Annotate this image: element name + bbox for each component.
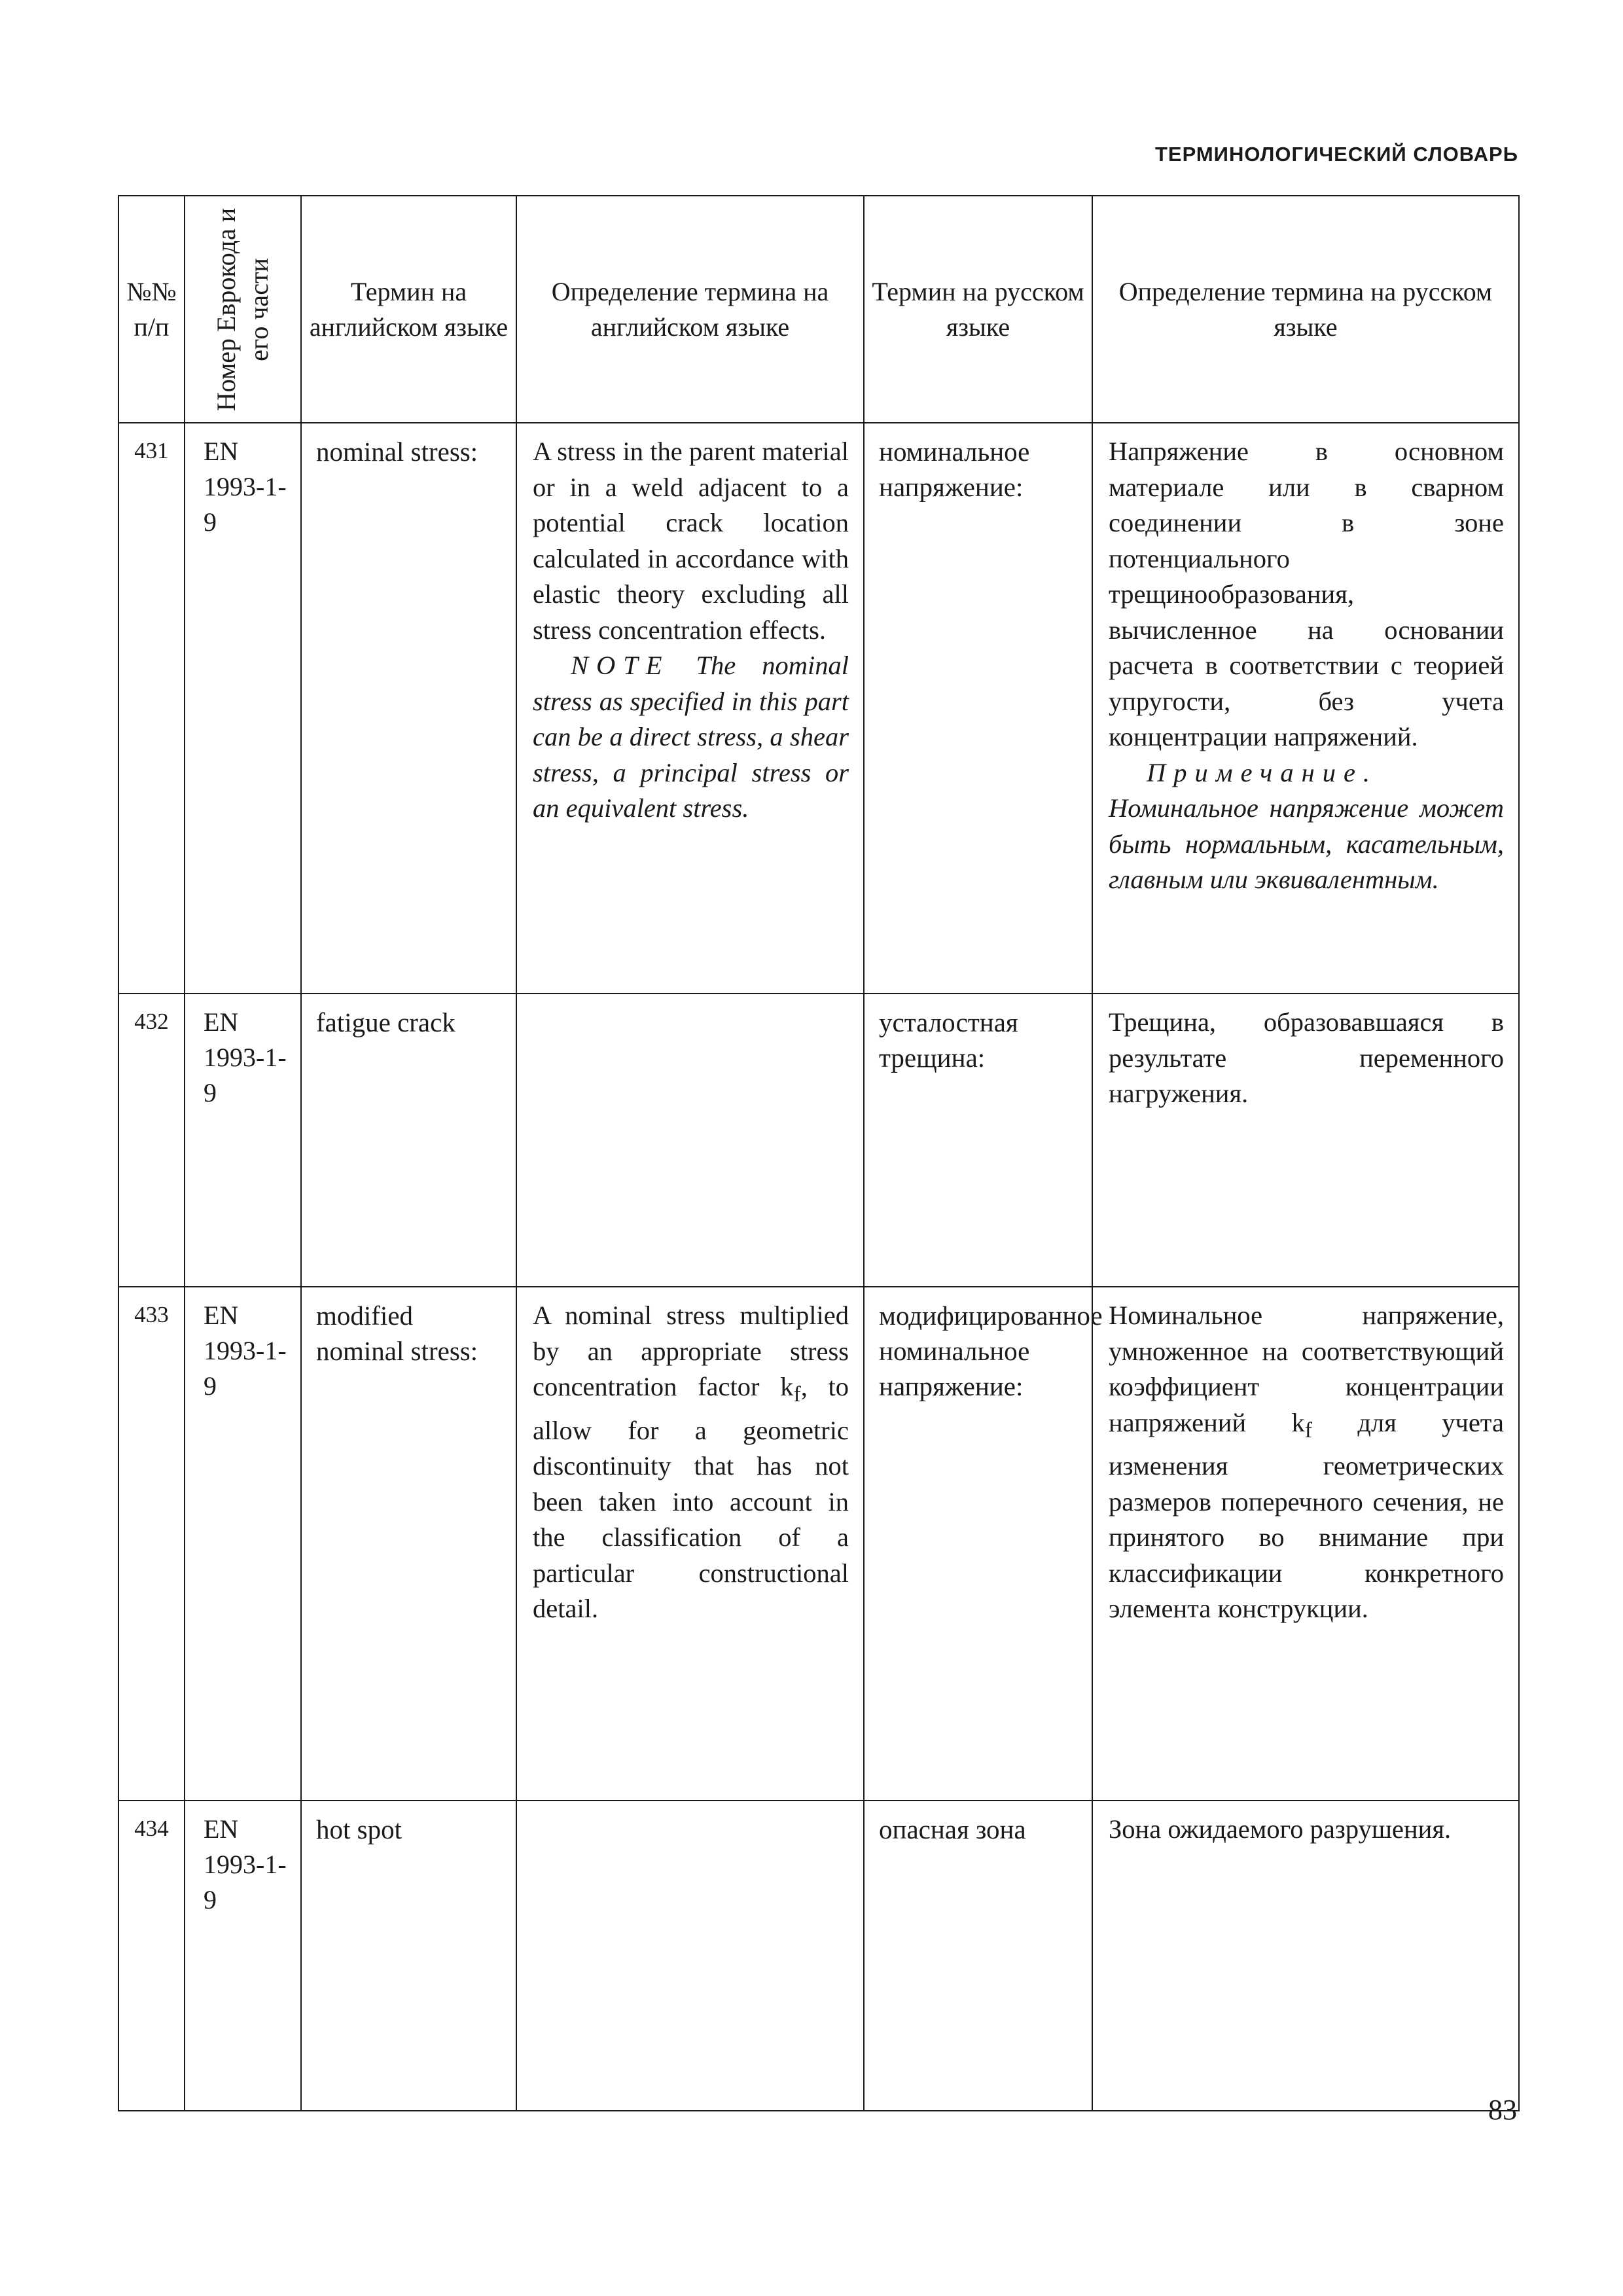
- definition-russian: Зона ожидаемого разрушения.: [1092, 1801, 1519, 2111]
- term-english: hot spot: [301, 1801, 516, 2111]
- entry-number: 431: [118, 423, 185, 994]
- definition-english: [516, 1801, 864, 2111]
- eurocode-number: EN 1993-1-9: [185, 994, 301, 1287]
- glossary-table: [118, 195, 1520, 2111]
- definition-english: [516, 994, 864, 1287]
- table-header-row: [118, 196, 1519, 423]
- entry-number: 432: [118, 994, 185, 1287]
- note-russian-label: Примечание.: [1147, 757, 1378, 787]
- eurocode-number: EN 1993-1-9: [185, 1287, 301, 1801]
- header-term-ru: Термин на русском языке: [864, 196, 1092, 423]
- term-english: modified nominal stress:: [301, 1287, 516, 1801]
- note-english-label: NOTE: [571, 651, 670, 680]
- note-russian: [1109, 755, 1504, 898]
- eurocode-number: EN 1993-1-9: [185, 1801, 301, 2111]
- definition-english: [516, 423, 864, 994]
- term-english: nominal stress:: [301, 423, 516, 994]
- note-russian-text: Номинальное напряжение может быть нормальным, касательным, главным или эквивалентным.: [1109, 793, 1504, 894]
- eurocode-number: EN 1993-1-9: [185, 423, 301, 994]
- definition-russian: Трещина, образовавшаяся в результате переменного нагружения.: [1092, 994, 1519, 1287]
- table-row: [118, 1287, 1519, 1801]
- entry-number: 434: [118, 1801, 185, 2111]
- definition-russian: Номинальное напряжение, умноженное на соответствующий коэффициент концентрации напряжений $k_f$ для учета изменения геометрических размеров поперечного сечения, не принятого во внимание при классификации конкретного элемента конструкции.: [1092, 1287, 1519, 1801]
- note-english-text: The nominal stress as specified in this part can be a direct stress, a shear stress, a principal stress or an equivalent stress.: [533, 651, 849, 823]
- term-russian: номинальное напряжение:: [864, 423, 1092, 994]
- definition-russian: [1092, 423, 1519, 994]
- header-code-text: Номер Еврокода и его части: [211, 207, 274, 411]
- term-russian: модифицированное номинальное напряжение:: [864, 1287, 1092, 1801]
- definition-english: A nominal stress multiplied by an appropriate stress concentration factor $k_f$, to allow for a geometric discontinuity that has not been taken into account in the classification of a particular constructional detail.: [516, 1287, 864, 1801]
- definition-russian-text: Напряжение в основном материале или в сварном соединении в зоне потенциального трещинообразования, вычисленное на основании расчета в соответствии с теорией упругости, без учета концентрации напряжений.: [1109, 437, 1504, 751]
- header-term-en: Термин на английском языке: [301, 196, 516, 423]
- table-row: [118, 423, 1519, 994]
- header-def-en: Определение термина на английском языке: [516, 196, 864, 423]
- term-russian: опасная зона: [864, 1801, 1092, 2111]
- header-def-ru: Определение термина на русском языке: [1092, 196, 1519, 423]
- header-num: №№ п/п: [118, 196, 185, 423]
- header-code: [185, 196, 301, 423]
- running-header: ТЕРМИНОЛОГИЧЕСКИЙ СЛОВАРЬ: [1154, 143, 1518, 166]
- entry-number: 433: [118, 1287, 185, 1801]
- note-english: [533, 648, 849, 827]
- table-row: [118, 994, 1519, 1287]
- definition-english-text: A stress in the parent material or in a weld adjacent to a potential crack location calculated in accordance with elastic theory excluding all stress concentration effects.: [533, 437, 849, 645]
- term-russian: усталостная трещина:: [864, 994, 1092, 1287]
- table-row: [118, 1801, 1519, 2111]
- page-number: 83: [1488, 2094, 1517, 2126]
- term-english: fatigue crack: [301, 994, 516, 1287]
